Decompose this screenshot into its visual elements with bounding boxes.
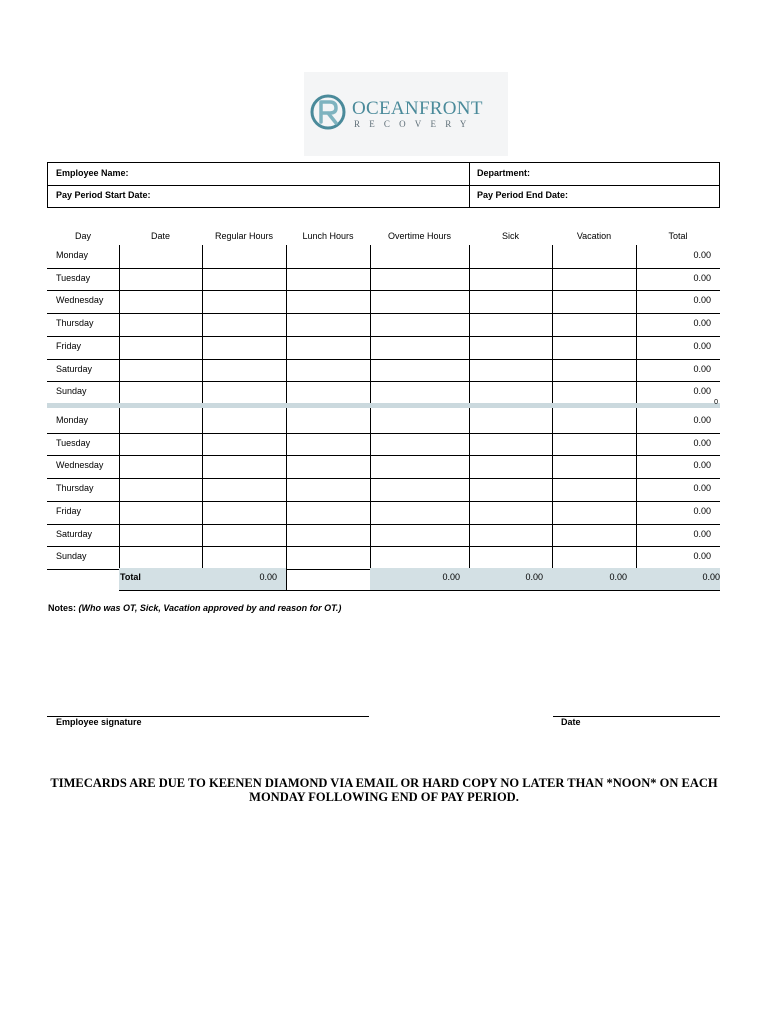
- row-divider: [47, 546, 720, 547]
- employee-signature-label: Employee signature: [56, 717, 142, 727]
- row-divider: [47, 290, 720, 291]
- day-cell: Monday: [56, 250, 89, 260]
- due-notice: TIMECARDS ARE DUE TO KEENEN DIAMOND VIA EMAIL OR HARD COPY NO LATER THAN *NOON* ON EACH MONDAY FOLLOWING END OF PAY PERIOD.: [50, 776, 718, 804]
- day-cell: Sunday: [56, 551, 87, 562]
- notes-title: Notes:: [48, 603, 77, 613]
- row-total: 0.00: [693, 250, 711, 260]
- separator-value: 0: [714, 399, 718, 406]
- day-cell: Wednesday: [56, 460, 104, 471]
- week-separator: [47, 403, 720, 408]
- column-header: Date: [150, 231, 170, 241]
- employee-name-field[interactable]: Employee Name:: [56, 168, 129, 178]
- logo-wave-icon: [308, 92, 348, 132]
- column-divider: [552, 245, 553, 590]
- timesheet-table: [47, 228, 720, 592]
- row-divider: [47, 524, 720, 525]
- row-divider: [47, 478, 720, 479]
- column-header: Regular Hours: [214, 231, 274, 241]
- column-header: Overtime Hours: [387, 231, 451, 241]
- total-total: 0.00: [702, 572, 720, 582]
- day-cell: Thursday: [56, 483, 94, 494]
- day-cell: Wednesday: [56, 295, 104, 306]
- row-total: 0.00: [693, 460, 711, 471]
- totals-row-shading: [370, 568, 720, 590]
- row-total: 0.00: [693, 505, 711, 516]
- row-total: 0.00: [693, 318, 711, 329]
- day-cell: Saturday: [56, 363, 93, 374]
- column-header: Total: [668, 231, 688, 241]
- column-header: Day: [74, 231, 91, 241]
- company-logo: [304, 72, 508, 156]
- day-cell: Thursday: [56, 318, 94, 329]
- row-total: 0.00: [693, 272, 711, 283]
- row-divider: [47, 336, 720, 337]
- notes-hint: (Who was OT, Sick, Vacation approved by and reason for OT.): [78, 603, 342, 613]
- row-divider: [47, 359, 720, 360]
- row-total: 0.00: [693, 295, 711, 306]
- start-date-field[interactable]: Pay Period Start Date:: [56, 190, 151, 200]
- day-cell: Tuesday: [56, 437, 91, 448]
- notes-label: [48, 603, 341, 613]
- column-divider: [469, 245, 470, 590]
- column-divider: [119, 245, 120, 590]
- row-divider: [47, 433, 720, 434]
- row-divider: [47, 455, 720, 456]
- column-divider: [202, 245, 203, 590]
- end-date-field[interactable]: Pay Period End Date:: [477, 190, 569, 200]
- column-header: Sick: [501, 231, 519, 241]
- row-divider: [47, 381, 720, 382]
- day-cell: Saturday: [56, 528, 93, 539]
- date-signature-label: Date: [561, 717, 581, 727]
- row-total: 0.00: [693, 528, 711, 539]
- row-divider: [47, 501, 720, 502]
- day-cell: Friday: [56, 340, 82, 351]
- column-divider: [636, 245, 637, 590]
- totals-label: Total: [120, 572, 141, 582]
- total-vacation: 0.00: [609, 572, 627, 582]
- column-divider: [370, 245, 371, 590]
- total-regular-hours: 0.00: [259, 572, 277, 582]
- row-total: 0.00: [693, 437, 711, 448]
- row-divider: [47, 268, 720, 269]
- column-header: Vacation: [576, 231, 612, 241]
- totals-bottom-line: [119, 590, 720, 591]
- row-total: 0.00: [693, 340, 711, 351]
- department-field[interactable]: Department:: [477, 168, 531, 178]
- logo-name: OCEANFRONT: [352, 98, 483, 119]
- row-divider: [47, 313, 720, 314]
- day-cell: Monday: [56, 415, 89, 425]
- column-divider: [286, 245, 287, 590]
- employee-info-box: [47, 162, 720, 208]
- day-cell: Tuesday: [56, 272, 91, 283]
- column-header: Lunch Hours: [302, 231, 354, 241]
- total-sick: 0.00: [525, 572, 543, 582]
- row-total: 0.00: [693, 415, 711, 425]
- row-total: 0.00: [693, 551, 711, 562]
- row-total: 0.00: [693, 363, 711, 374]
- row-total: 0.00: [693, 386, 711, 397]
- day-cell: Friday: [56, 505, 82, 516]
- logo-subtitle: RECOVERY: [354, 119, 476, 129]
- row-total: 0.00: [693, 483, 711, 494]
- total-overtime-hours: 0.00: [442, 572, 460, 582]
- day-cell: Sunday: [56, 386, 87, 397]
